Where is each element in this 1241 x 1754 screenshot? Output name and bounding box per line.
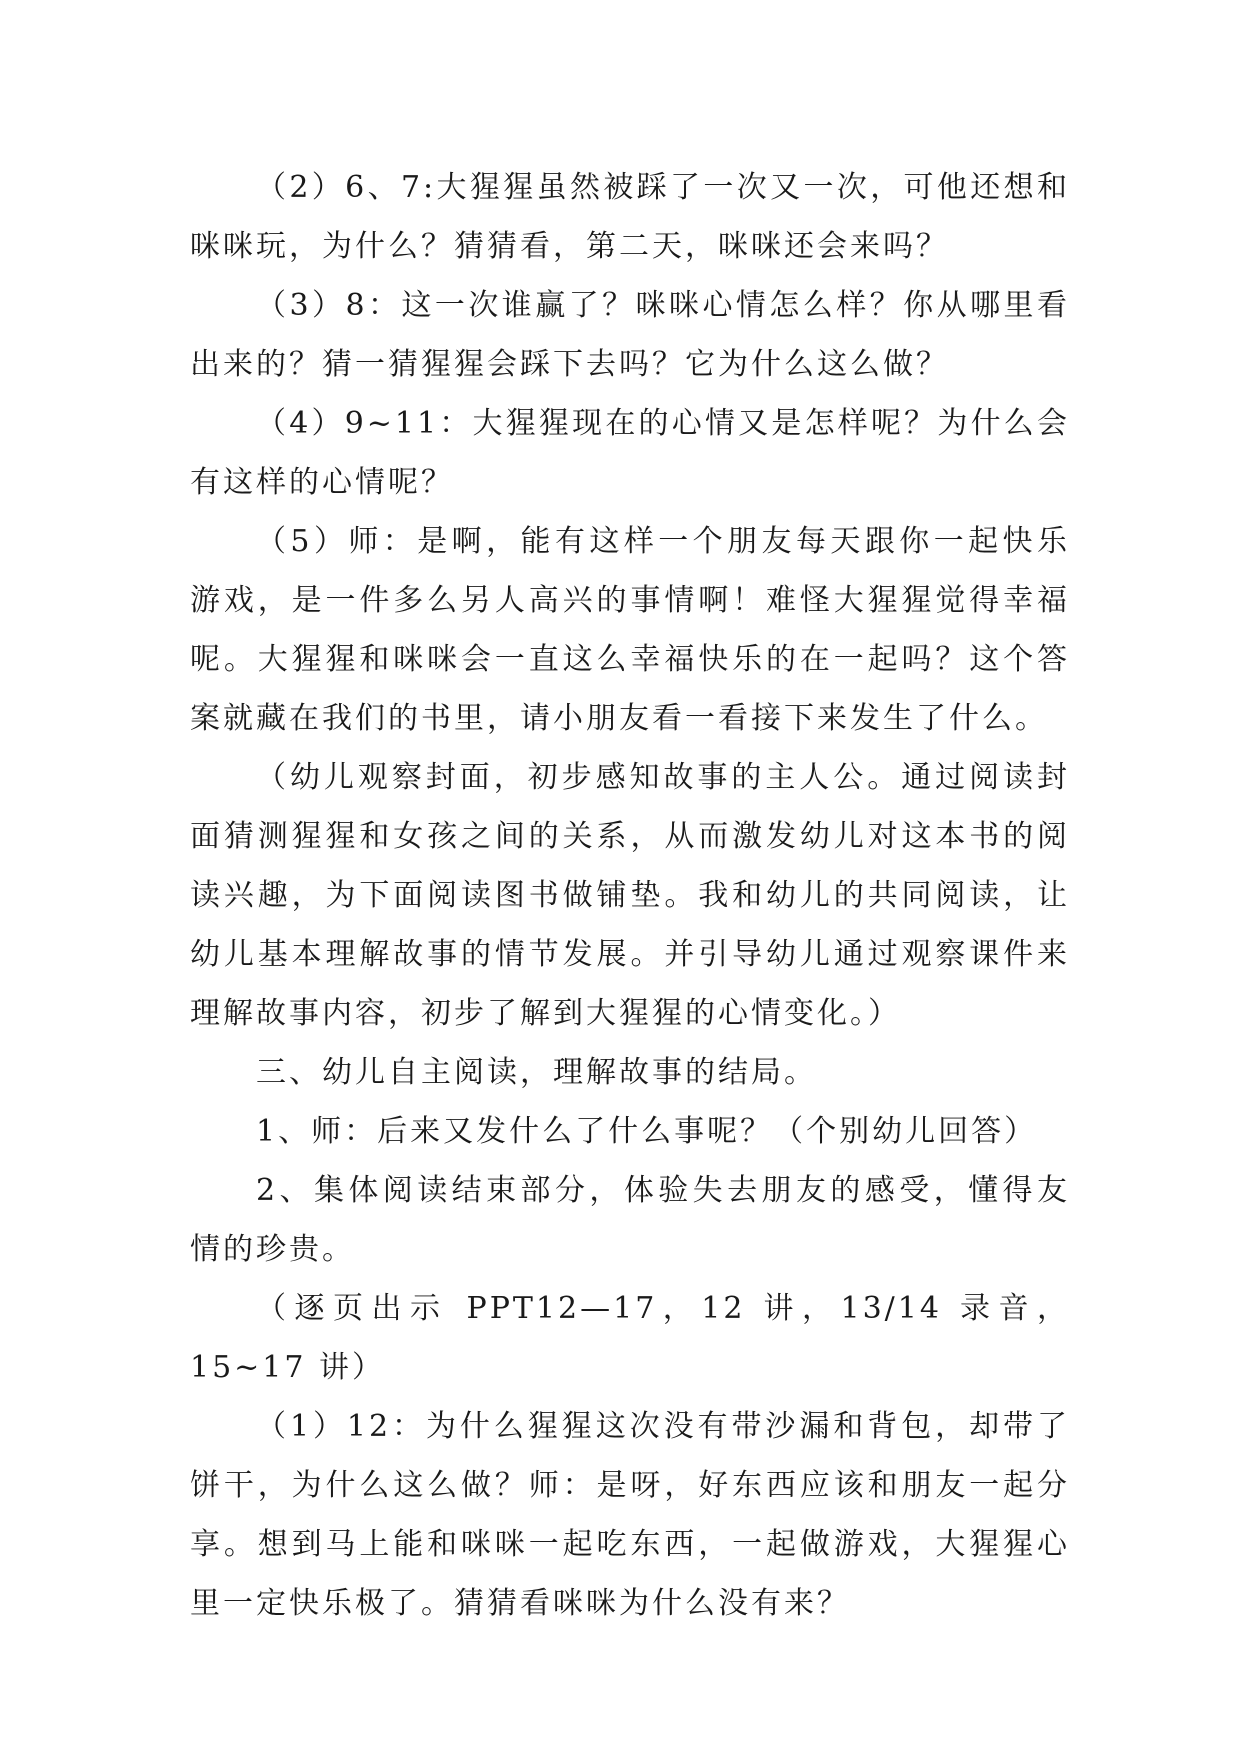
paragraph: 1、师：后来又发什么了什么事呢？（个别幼儿回答）	[256, 1114, 1038, 1149]
section-heading: 三、幼儿自主阅读，理解故事的结局。	[256, 1055, 817, 1090]
paragraph: （1）12：为什么猩猩这次没有带沙漏和背包，却带了饼干，为什么这么做？师：是呀，好东西应该和朋友一起分享。想到马上能和咪咪一起吃东西，一起做游戏，大猩猩心里一定快乐极了。猜猜看咪咪为什么没有来？	[190, 1409, 1070, 1621]
paragraph: （5）师：是啊，能有这样一个朋友每天跟你一起快乐游戏，是一件多么另人高兴的事情啊！难怪大猩猩觉得幸福呢。大猩猩和咪咪会一直这么幸福快乐的在一起吗？这个答案就藏在我们的书里，请小朋友看一看接下来发生了什么。	[190, 524, 1070, 736]
paragraph: （逐页出示 PPT12—17，12 讲，13/14 录音，15~17 讲）	[190, 1291, 1070, 1385]
document-body	[190, 158, 1070, 1633]
paragraph: （幼儿观察封面，初步感知故事的主人公。通过阅读封面猜测猩猩和女孩之间的关系，从而激发幼儿对这本书的阅读兴趣，为下面阅读图书做铺垫。我和幼儿的共同阅读，让幼儿基本理解故事的情节发展。并引导幼儿通过观察课件来理解故事内容，初步了解到大猩猩的心情变化。）	[190, 760, 1070, 1031]
paragraph: （4）9~11：大猩猩现在的心情又是怎样呢？为什么会有这样的心情呢？	[190, 406, 1070, 500]
paragraph: 2、集体阅读结束部分，体验失去朋友的感受，懂得友情的珍贵。	[190, 1173, 1070, 1267]
paragraph: （2）6、7:大猩猩虽然被踩了一次又一次，可他还想和咪咪玩，为什么？猜猜看，第二天，咪咪还会来吗？	[190, 170, 1070, 264]
paragraph: （3）8：这一次谁赢了？咪咪心情怎么样？你从哪里看出来的？猜一猜猩猩会踩下去吗？它为什么这么做？	[190, 288, 1070, 382]
